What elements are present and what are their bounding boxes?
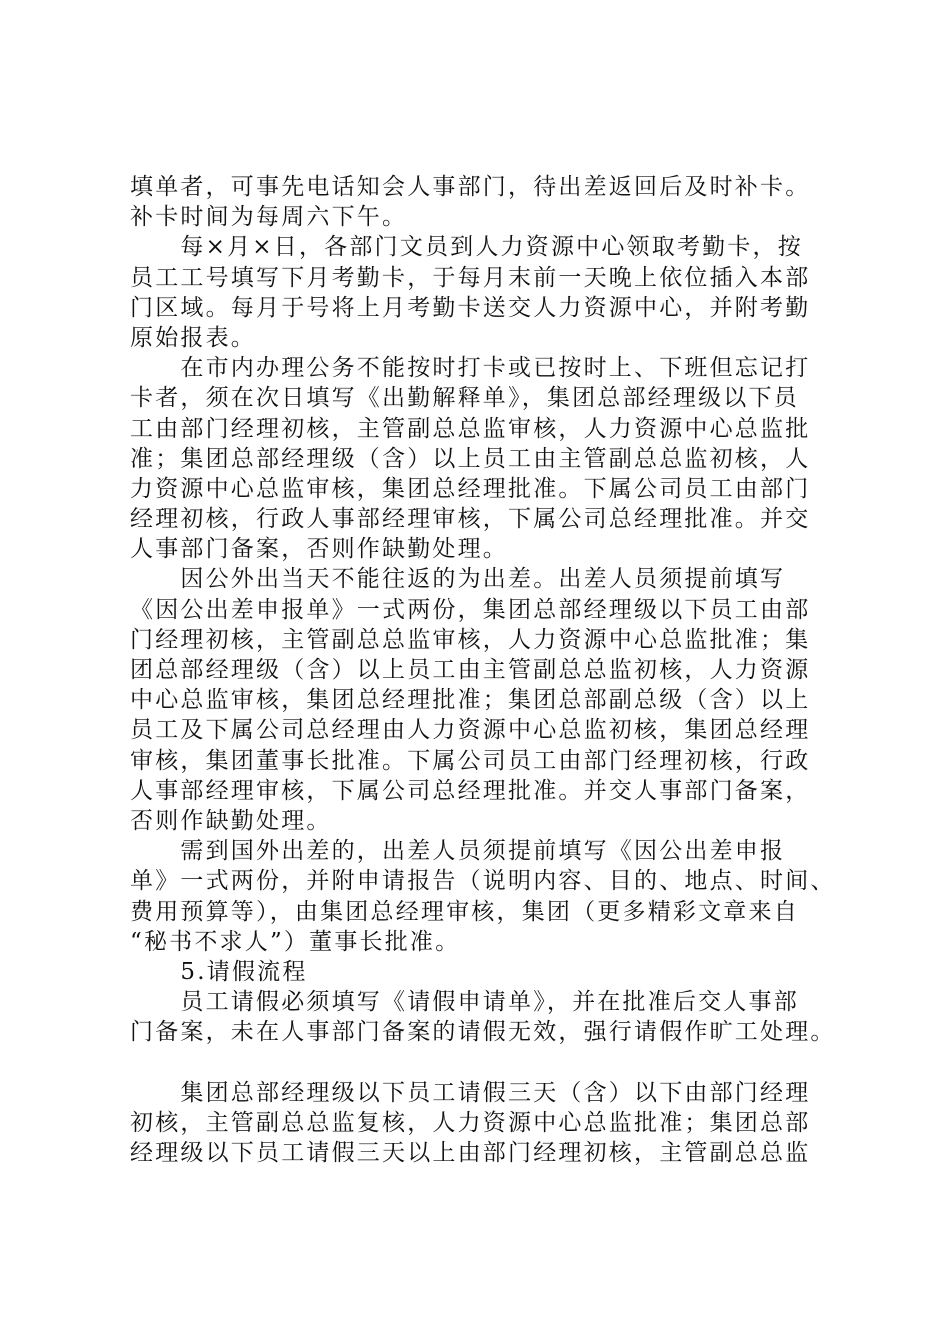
text-line: 门备案，未在人事部门备案的请假无效，强行请假作旷工处理。 <box>130 1019 836 1046</box>
text-line: 员工工号填写下月考勤卡，于每月末前一天晚上依位插入本部 <box>130 264 811 291</box>
text-line: 员工及下属公司总经理由人力资源中心总监初核，集团总经理 <box>130 717 811 744</box>
text-line: 费用预算等），由集团总经理审核，集团（更多精彩文章来自 <box>130 898 799 925</box>
text-line: 《因公出差申报单》一式两份，集团总部经理级以下员工由部 <box>130 596 811 623</box>
text-line: 门区域。每月于号将上月考勤卡送交人力资源中心，并附考勤 <box>130 294 811 321</box>
text-line: 工由部门经理初核，主管副总总监审核，人力资源中心总监批 <box>130 415 811 442</box>
text-line: 集团总部经理级以下员工请假三天（含）以下由部门经理 <box>130 1079 811 1106</box>
text-line: 补卡时间为每周六下午。 <box>130 204 408 231</box>
text-line: 需到国外出差的，出差人员须提前填写《因公出差申报 <box>130 838 786 865</box>
document-body <box>130 172 835 1168</box>
text-line: 员工请假必须填写《请假申请单》，并在批准后交人事部 <box>130 989 799 1016</box>
text-line: 人事部经理审核，下属公司总经理批准。并交人事部门备案， <box>130 777 811 804</box>
text-line: 因公外出当天不能往返的为出差。出差人员须提前填写 <box>130 566 786 593</box>
text-line: 初核，主管副总总监复核，人力资源中心总监批准；集团总部 <box>130 1109 811 1136</box>
text-line: 每×月×日，各部门文员到人力资源中心领取考勤卡，按 <box>130 234 803 261</box>
text-line: 准；集团总部经理级（含）以上员工由主管副总总监初核，人 <box>130 445 811 472</box>
section-heading: 5.请假流程 <box>130 958 308 985</box>
text-line: 经理级以下员工请假三天以上由部门经理初核，主管副总总监 <box>130 1140 811 1166</box>
text-line: 中心总监审核，集团总经理批准；集团总部副总级（含）以上 <box>130 687 811 714</box>
text-line: 团总部经理级（含）以上员工由主管副总总监初核，人力资源 <box>130 657 811 683</box>
text-line: 门经理初核，主管副总总监审核，人力资源中心总监批准；集 <box>130 626 811 653</box>
blank-line <box>130 1047 835 1077</box>
text-line: 单》一式两份，并附申请报告（说明内容、目的、地点、时间、 <box>130 868 836 895</box>
text-line: 在市内办理公务不能按时打卡或已按时上、下班但忘记打 <box>130 355 811 382</box>
text-line: 原始报表。 <box>130 324 256 351</box>
text-line: “秘书不求人”）董事长批准。 <box>130 928 461 955</box>
text-line: 人事部门备案，否则作缺勤处理。 <box>130 536 508 563</box>
text-line: 审核，集团董事长批准。下属公司员工由部门经理初核，行政 <box>130 747 811 774</box>
text-line: 填单者，可事先电话知会人事部门，待出差返回后及时补卡。 <box>130 174 811 200</box>
text-line: 经理初核，行政人事部经理审核，下属公司总经理批准。并交 <box>130 506 811 533</box>
text-line: 力资源中心总监审核，集团总经理批准。下属公司员工由部门 <box>130 475 811 502</box>
text-line: 卡者，须在次日填写《出勤解释单》，集团总部经理级以下员 <box>130 385 799 412</box>
text-line: 否则作缺勤处理。 <box>130 807 332 834</box>
